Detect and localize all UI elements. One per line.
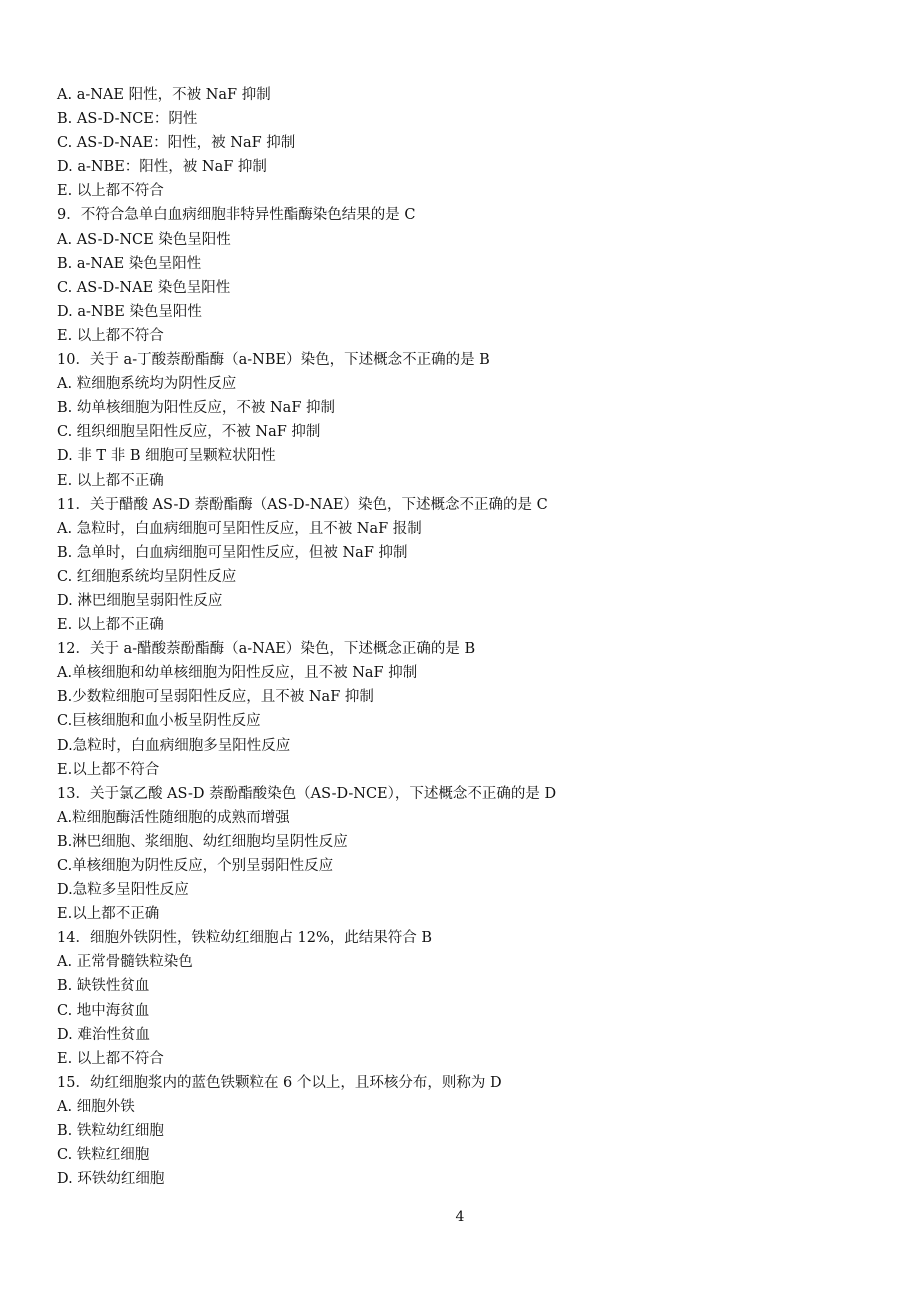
document-body <box>57 83 877 1191</box>
answer-option: E. 以上都不符合 <box>57 1050 164 1067</box>
answer-option: A. 粒细胞系统均为阴性反应 <box>57 376 237 393</box>
question-15: 15．幼红细胞浆内的蓝色铁颗粒在 6 个以上，且环核分布，则称为 D <box>57 1074 502 1091</box>
answer-option: A.单核细胞和幼单核细胞为阳性反应，且不被 NaF 抑制 <box>57 665 418 682</box>
answer-option: D. a-NBE：阳性，被 NaF 抑制 <box>57 159 267 176</box>
answer-option: B. 急单时，白血病细胞可呈阳性反应，但被 NaF 抑制 <box>57 544 408 561</box>
answer-option: C. 地中海贫血 <box>57 1002 150 1019</box>
question-12: 12．关于 a-醋酸萘酚酯酶（a-NAE）染色，下述概念正确的是 B <box>57 641 476 658</box>
answer-option: A.粒细胞酶活性随细胞的成熟而增强 <box>57 809 290 826</box>
answer-option: C. 铁粒红细胞 <box>57 1147 150 1164</box>
answer-option: E. 以上都不符合 <box>57 183 164 200</box>
answer-option: A. 细胞外铁 <box>57 1098 135 1115</box>
answer-option: A. AS-D-NCE 染色呈阳性 <box>57 231 231 248</box>
answer-option: D. a-NBE 染色呈阳性 <box>57 303 202 320</box>
answer-option: B. 缺铁性贫血 <box>57 978 150 995</box>
answer-option: C.巨核细胞和血小板呈阴性反应 <box>57 713 261 730</box>
answer-option: C.单核细胞为阴性反应，个别呈弱阳性反应 <box>57 858 334 874</box>
question-10: 10．关于 a-丁酸萘酚酯酶（a-NBE）染色，下述概念不正确的是 B <box>57 352 490 369</box>
answer-option: C. 组织细胞呈阳性反应，不被 NaF 抑制 <box>57 424 321 441</box>
answer-option: E. 以上都不正确 <box>57 617 164 634</box>
answer-option: D.急粒多呈阳性反应 <box>57 882 189 899</box>
answer-option: B. 铁粒幼红细胞 <box>57 1123 164 1140</box>
answer-option: E.以上都不符合 <box>57 761 160 778</box>
question-9: 9．不符合急单白血病细胞非特异性酯酶染色结果的是 C <box>57 207 416 224</box>
answer-option: D. 非 T 非 B 细胞可呈颗粒状阳性 <box>57 448 276 465</box>
answer-option: B.少数粒细胞可呈弱阳性反应，且不被 NaF 抑制 <box>57 689 374 706</box>
answer-option: E.以上都不正确 <box>57 906 160 923</box>
answer-option: D. 淋巴细胞呈弱阳性反应 <box>57 592 223 609</box>
answer-option: D. 难治性贫血 <box>57 1026 150 1043</box>
answer-option: B. 幼单核细胞为阳性反应，不被 NaF 抑制 <box>57 400 335 417</box>
answer-option: C. AS-D-NAE：阳性，被 NaF 抑制 <box>57 135 296 152</box>
answer-option: C. AS-D-NAE 染色呈阳性 <box>57 279 231 296</box>
answer-option: B.淋巴细胞、浆细胞、幼红细胞均呈阴性反应 <box>57 833 348 850</box>
answer-option: B. AS-D-NCE：阴性 <box>57 111 198 128</box>
question-11: 11．关于醋酸 AS-D 萘酚酯酶（AS-D-NAE）染色，下述概念不正确的是 C <box>57 496 548 513</box>
answer-option: E. 以上都不符合 <box>57 327 164 344</box>
question-14: 14．细胞外铁阴性，铁粒幼红细胞占 12%，此结果符合 B <box>57 930 433 947</box>
answer-option: A. a-NAE 阳性，不被 NaF 抑制 <box>57 87 271 103</box>
question-13: 13．关于氯乙酸 AS-D 萘酚酯酸染色（AS-D-NCE），下述概念不正确的是 D <box>57 785 557 802</box>
answer-option: E. 以上都不正确 <box>57 472 164 489</box>
page-number: 4 <box>455 1209 465 1225</box>
answer-option: D.急粒时，白血病细胞多呈阳性反应 <box>57 737 291 754</box>
answer-option: A. 急粒时，白血病细胞可呈阳性反应，且不被 NaF 报制 <box>57 520 422 537</box>
answer-option: A. 正常骨髓铁粒染色 <box>57 954 193 971</box>
answer-option: B. a-NAE 染色呈阳性 <box>57 255 202 272</box>
answer-option: C. 红细胞系统均呈阴性反应 <box>57 568 237 585</box>
answer-option: D. 环铁幼红细胞 <box>57 1171 165 1188</box>
